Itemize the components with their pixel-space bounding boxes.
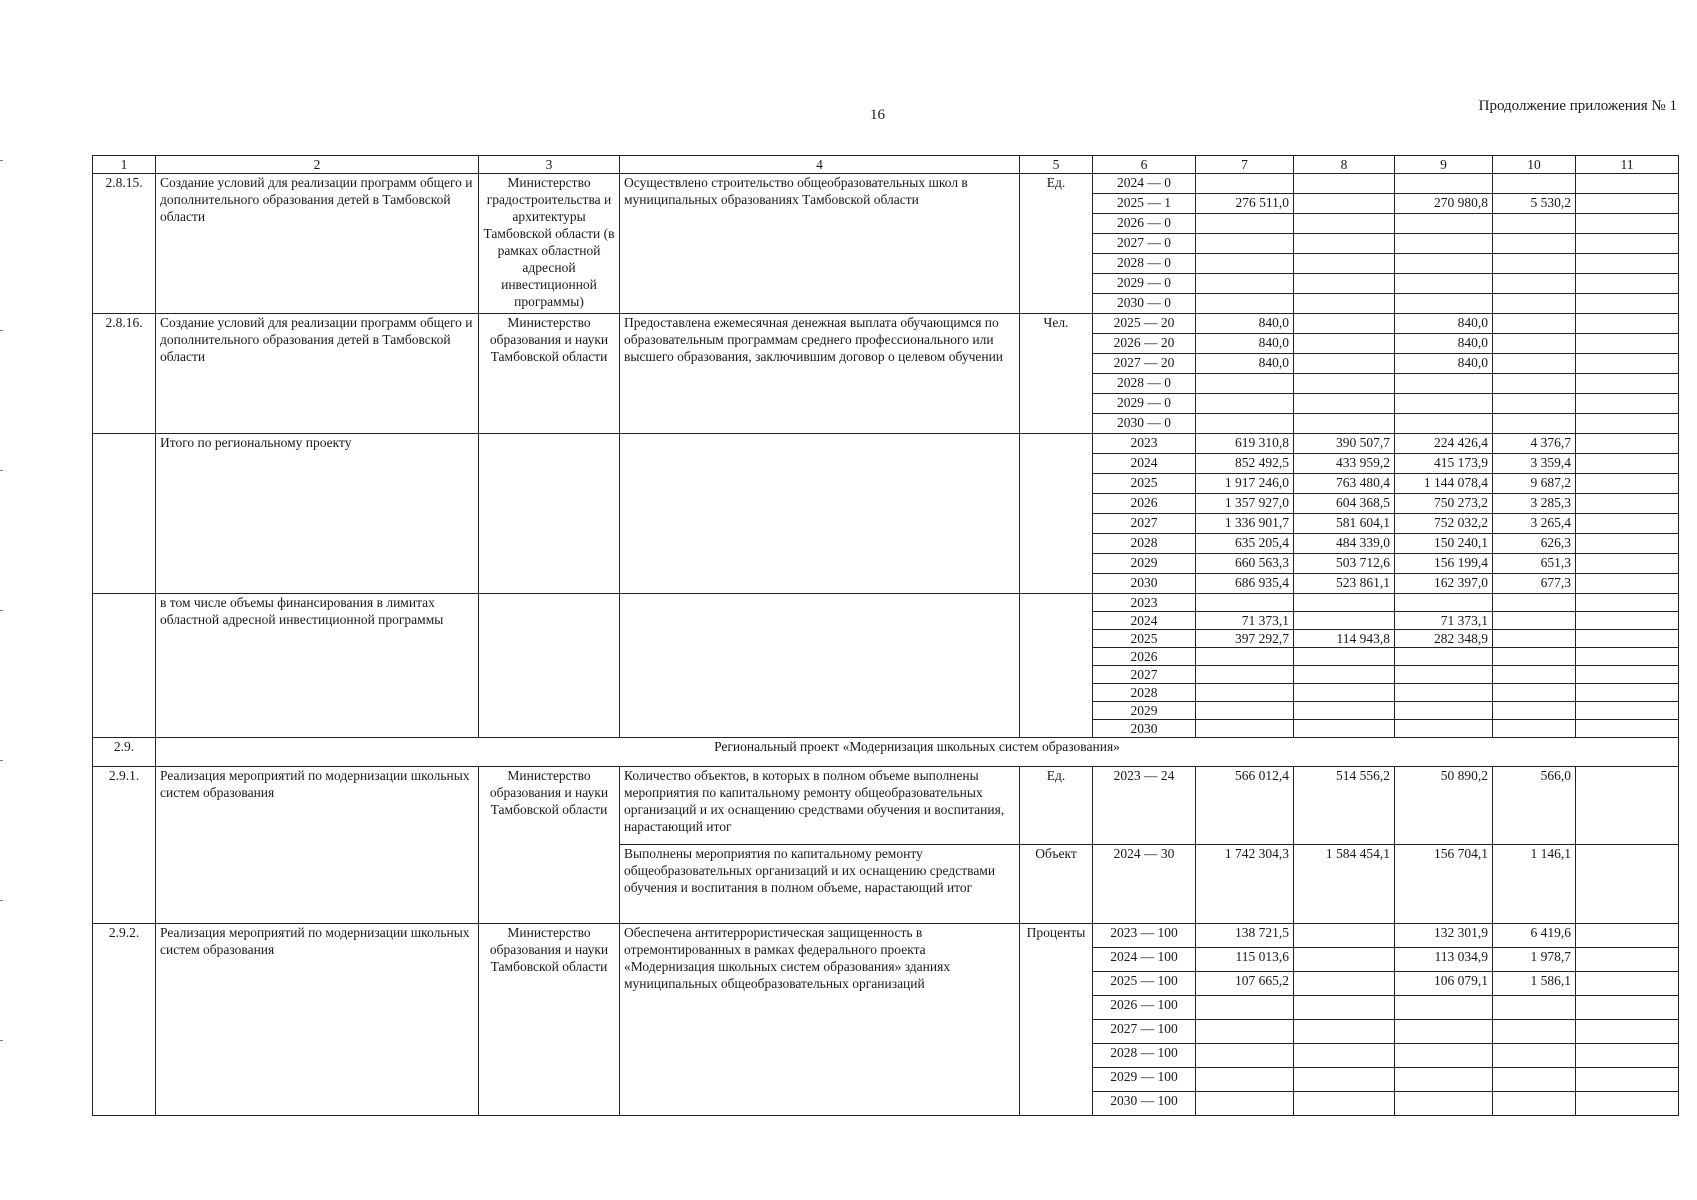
amount-regional-cell: [1395, 294, 1493, 314]
year-value-cell: 2029 — 100: [1093, 1068, 1196, 1092]
amount-local-cell: [1493, 374, 1576, 394]
amount-federal-cell: 523 861,1: [1294, 574, 1395, 594]
amount-federal-cell: [1294, 414, 1395, 434]
amount-total-cell: 397 292,7: [1196, 630, 1294, 648]
amount-other-cell: [1576, 666, 1679, 684]
amount-other-cell: [1576, 374, 1679, 394]
amount-federal-cell: [1294, 1068, 1395, 1092]
year-value-cell: 2028: [1093, 684, 1196, 702]
amount-total-cell: [1196, 1068, 1294, 1092]
amount-local-cell: [1493, 630, 1576, 648]
amount-regional-cell: 750 273,2: [1395, 494, 1493, 514]
amount-local-cell: 677,3: [1493, 574, 1576, 594]
item-result: [620, 434, 1020, 594]
amount-local-cell: 626,3: [1493, 534, 1576, 554]
amount-total-cell: [1196, 174, 1294, 194]
amount-regional-cell: [1395, 214, 1493, 234]
item-unit: Объект: [1020, 845, 1093, 924]
table-body: [93, 156, 1679, 1116]
amount-total-cell: 1 917 246,0: [1196, 474, 1294, 494]
amount-local-cell: [1493, 1020, 1576, 1044]
year-value-cell: 2027 — 100: [1093, 1020, 1196, 1044]
year-value-cell: 2029: [1093, 554, 1196, 574]
column-header: 4: [620, 156, 1020, 174]
amount-local-cell: [1493, 214, 1576, 234]
amount-local-cell: [1493, 1044, 1576, 1068]
amount-federal-cell: 1 584 454,1: [1294, 845, 1395, 924]
amount-local-cell: [1493, 702, 1576, 720]
amount-local-cell: 651,3: [1493, 554, 1576, 574]
amount-local-cell: [1493, 996, 1576, 1020]
amount-local-cell: 4 376,7: [1493, 434, 1576, 454]
amount-regional-cell: [1395, 394, 1493, 414]
section-row: [93, 738, 1679, 767]
amount-federal-cell: 581 604,1: [1294, 514, 1395, 534]
amount-regional-cell: 1 144 078,4: [1395, 474, 1493, 494]
amount-other-cell: [1576, 474, 1679, 494]
amount-federal-cell: [1294, 334, 1395, 354]
item-executor: Министерство образования и науки Тамбовской области: [479, 767, 620, 924]
amount-federal-cell: [1294, 394, 1395, 414]
amount-other-cell: [1576, 1044, 1679, 1068]
item-name: Реализация мероприятий по модернизации школьных систем образования: [156, 924, 479, 1116]
amount-local-cell: [1493, 1068, 1576, 1092]
amount-federal-cell: [1294, 1092, 1395, 1116]
amount-total-cell: [1196, 234, 1294, 254]
amount-regional-cell: [1395, 274, 1493, 294]
item-number: [93, 594, 156, 738]
amount-total-cell: 566 012,4: [1196, 767, 1294, 845]
amount-local-cell: 3 359,4: [1493, 454, 1576, 474]
amount-regional-cell: [1395, 666, 1493, 684]
column-header: 9: [1395, 156, 1493, 174]
item-number: [93, 434, 156, 594]
amount-total-cell: 1 742 304,3: [1196, 845, 1294, 924]
column-header: 6: [1093, 156, 1196, 174]
amount-other-cell: [1576, 972, 1679, 996]
amount-federal-cell: 763 480,4: [1294, 474, 1395, 494]
amount-federal-cell: [1294, 1044, 1395, 1068]
column-header: 8: [1294, 156, 1395, 174]
item-unit: Проценты: [1020, 924, 1093, 1116]
amount-total-cell: [1196, 1020, 1294, 1044]
amount-other-cell: [1576, 1092, 1679, 1116]
amount-other-cell: [1576, 684, 1679, 702]
year-value-cell: 2027: [1093, 666, 1196, 684]
amount-total-cell: 619 310,8: [1196, 434, 1294, 454]
amount-total-cell: 840,0: [1196, 334, 1294, 354]
amount-regional-cell: [1395, 1068, 1493, 1092]
amount-local-cell: [1493, 234, 1576, 254]
amount-regional-cell: [1395, 374, 1493, 394]
page-number: 16: [870, 107, 885, 123]
amount-total-cell: [1196, 294, 1294, 314]
amount-federal-cell: 433 959,2: [1294, 454, 1395, 474]
amount-other-cell: [1576, 594, 1679, 612]
amount-regional-cell: 156 199,4: [1395, 554, 1493, 574]
section-title: Региональный проект «Модернизация школьных систем образования»: [156, 738, 1679, 767]
amount-regional-cell: [1395, 648, 1493, 666]
amount-other-cell: [1576, 274, 1679, 294]
amount-other-cell: [1576, 648, 1679, 666]
amount-total-cell: 852 492,5: [1196, 454, 1294, 474]
item-result: Осуществлено строительство общеобразовательных школ в муниципальных образованиях Тамбовской области: [620, 174, 1020, 314]
amount-regional-cell: [1395, 174, 1493, 194]
amount-local-cell: [1493, 720, 1576, 738]
year-value-cell: 2030 — 100: [1093, 1092, 1196, 1116]
amount-other-cell: [1576, 334, 1679, 354]
amount-regional-cell: 132 301,9: [1395, 924, 1493, 948]
amount-federal-cell: [1294, 314, 1395, 334]
amount-other-cell: [1576, 534, 1679, 554]
table-row: [93, 314, 1679, 334]
year-value-cell: 2024 — 100: [1093, 948, 1196, 972]
column-header: 3: [479, 156, 620, 174]
amount-other-cell: [1576, 194, 1679, 214]
year-value-cell: 2023: [1093, 594, 1196, 612]
year-value-cell: 2027 — 20: [1093, 354, 1196, 374]
year-value-cell: 2025 — 20: [1093, 314, 1196, 334]
amount-regional-cell: [1395, 684, 1493, 702]
year-value-cell: 2030: [1093, 720, 1196, 738]
year-value-cell: 2025: [1093, 630, 1196, 648]
amount-total-cell: 1 357 927,0: [1196, 494, 1294, 514]
amount-local-cell: 6 419,6: [1493, 924, 1576, 948]
amount-other-cell: [1576, 702, 1679, 720]
year-value-cell: 2023 — 100: [1093, 924, 1196, 948]
amount-regional-cell: 840,0: [1395, 354, 1493, 374]
amount-regional-cell: 840,0: [1395, 314, 1493, 334]
year-value-cell: 2028 — 100: [1093, 1044, 1196, 1068]
amount-total-cell: [1196, 414, 1294, 434]
amount-federal-cell: [1294, 254, 1395, 274]
item-result: [620, 594, 1020, 738]
year-value-cell: 2030 — 0: [1093, 294, 1196, 314]
amount-other-cell: [1576, 214, 1679, 234]
amount-other-cell: [1576, 454, 1679, 474]
table-row: [93, 594, 1679, 612]
amount-local-cell: [1493, 274, 1576, 294]
amount-federal-cell: 514 556,2: [1294, 767, 1395, 845]
amount-other-cell: [1576, 414, 1679, 434]
column-header: 11: [1576, 156, 1679, 174]
year-value-cell: 2023: [1093, 434, 1196, 454]
scan-edge-marks: [0, 0, 6, 1200]
amount-federal-cell: [1294, 702, 1395, 720]
program-table: [92, 155, 1679, 1116]
amount-federal-cell: 484 339,0: [1294, 534, 1395, 554]
amount-total-cell: 840,0: [1196, 314, 1294, 334]
item-unit: [1020, 594, 1093, 738]
table-row: [93, 174, 1679, 194]
item-result: Количество объектов, в которых в полном объеме выполнены мероприятия по капитальному ремонту общеобразовательных организаций и их оснащению средствами обучения и воспитания, нарастающий итог: [620, 767, 1020, 845]
amount-federal-cell: 390 507,7: [1294, 434, 1395, 454]
amount-other-cell: [1576, 720, 1679, 738]
year-value-cell: 2026 — 100: [1093, 996, 1196, 1020]
amount-total-cell: [1196, 594, 1294, 612]
year-value-cell: 2024: [1093, 612, 1196, 630]
amount-total-cell: 660 563,3: [1196, 554, 1294, 574]
amount-total-cell: [1196, 996, 1294, 1020]
amount-other-cell: [1576, 294, 1679, 314]
appendix-continuation-label: Продолжение приложения № 1: [1478, 98, 1677, 114]
amount-regional-cell: [1395, 996, 1493, 1020]
amount-regional-cell: 224 426,4: [1395, 434, 1493, 454]
item-name: Создание условий для реализации программ общего и дополнительного образования детей в Тамбовской области: [156, 174, 479, 314]
amount-federal-cell: [1294, 972, 1395, 996]
amount-total-cell: [1196, 666, 1294, 684]
amount-federal-cell: [1294, 948, 1395, 972]
year-value-cell: 2027 — 0: [1093, 234, 1196, 254]
year-value-cell: 2029 — 0: [1093, 274, 1196, 294]
amount-federal-cell: [1294, 354, 1395, 374]
item-name: Реализация мероприятий по модернизации школьных систем образования: [156, 767, 479, 924]
amount-total-cell: 276 511,0: [1196, 194, 1294, 214]
amount-regional-cell: 282 348,9: [1395, 630, 1493, 648]
amount-federal-cell: [1294, 1020, 1395, 1044]
amount-federal-cell: [1294, 684, 1395, 702]
amount-local-cell: [1493, 612, 1576, 630]
amount-total-cell: [1196, 274, 1294, 294]
amount-other-cell: [1576, 434, 1679, 454]
amount-regional-cell: [1395, 594, 1493, 612]
column-header: 2: [156, 156, 479, 174]
summary-label: в том числе объемы финансирования в лимитах областной адресной инвестиционной программы: [156, 594, 479, 738]
amount-federal-cell: [1294, 594, 1395, 612]
amount-other-cell: [1576, 630, 1679, 648]
amount-other-cell: [1576, 996, 1679, 1020]
amount-other-cell: [1576, 612, 1679, 630]
amount-other-cell: [1576, 574, 1679, 594]
amount-federal-cell: [1294, 924, 1395, 948]
amount-federal-cell: [1294, 720, 1395, 738]
amount-other-cell: [1576, 234, 1679, 254]
amount-total-cell: [1196, 374, 1294, 394]
amount-local-cell: 3 285,3: [1493, 494, 1576, 514]
amount-regional-cell: 50 890,2: [1395, 767, 1493, 845]
amount-other-cell: [1576, 1068, 1679, 1092]
amount-local-cell: [1493, 594, 1576, 612]
amount-local-cell: [1493, 294, 1576, 314]
column-header: 5: [1020, 156, 1093, 174]
amount-regional-cell: 752 032,2: [1395, 514, 1493, 534]
amount-other-cell: [1576, 845, 1679, 924]
amount-local-cell: 1 146,1: [1493, 845, 1576, 924]
amount-federal-cell: [1294, 374, 1395, 394]
amount-total-cell: [1196, 702, 1294, 720]
item-executor: Министерство образования и науки Тамбовской области: [479, 924, 620, 1116]
amount-federal-cell: [1294, 648, 1395, 666]
amount-other-cell: [1576, 554, 1679, 574]
year-value-cell: 2024 — 30: [1093, 845, 1196, 924]
item-number: 2.8.15.: [93, 174, 156, 314]
amount-other-cell: [1576, 314, 1679, 334]
amount-local-cell: [1493, 648, 1576, 666]
amount-other-cell: [1576, 948, 1679, 972]
year-value-cell: 2028: [1093, 534, 1196, 554]
amount-total-cell: 840,0: [1196, 354, 1294, 374]
amount-federal-cell: [1294, 274, 1395, 294]
amount-federal-cell: [1294, 174, 1395, 194]
year-value-cell: 2028 — 0: [1093, 374, 1196, 394]
item-unit: Ед.: [1020, 767, 1093, 845]
item-executor: Министерство образования и науки Тамбовской области: [479, 314, 620, 434]
amount-local-cell: 9 687,2: [1493, 474, 1576, 494]
amount-regional-cell: 415 173,9: [1395, 454, 1493, 474]
amount-other-cell: [1576, 1020, 1679, 1044]
item-number: 2.9.1.: [93, 767, 156, 924]
year-value-cell: 2029 — 0: [1093, 394, 1196, 414]
item-unit: Ед.: [1020, 174, 1093, 314]
amount-regional-cell: [1395, 254, 1493, 274]
amount-total-cell: 635 205,4: [1196, 534, 1294, 554]
amount-total-cell: [1196, 684, 1294, 702]
amount-regional-cell: 840,0: [1395, 334, 1493, 354]
amount-local-cell: 566,0: [1493, 767, 1576, 845]
amount-local-cell: [1493, 254, 1576, 274]
amount-regional-cell: [1395, 1020, 1493, 1044]
item-result: Выполнены мероприятия по капитальному ремонту общеобразовательных организаций и их оснащению средствами обучения и воспитания в полном объеме, нарастающий итог: [620, 845, 1020, 924]
amount-federal-cell: [1294, 996, 1395, 1020]
amount-regional-cell: [1395, 1092, 1493, 1116]
year-value-cell: 2026: [1093, 494, 1196, 514]
amount-federal-cell: 503 712,6: [1294, 554, 1395, 574]
amount-local-cell: [1493, 666, 1576, 684]
amount-other-cell: [1576, 354, 1679, 374]
amount-total-cell: [1196, 720, 1294, 738]
item-executor: Министерство градостроительства и архитектуры Тамбовской области (в рамках областной адресной инвестиционной программы): [479, 174, 620, 314]
amount-regional-cell: [1395, 234, 1493, 254]
amount-regional-cell: [1395, 1044, 1493, 1068]
amount-regional-cell: 106 079,1: [1395, 972, 1493, 996]
amount-federal-cell: 114 943,8: [1294, 630, 1395, 648]
column-header: 10: [1493, 156, 1576, 174]
amount-total-cell: [1196, 648, 1294, 666]
amount-regional-cell: 113 034,9: [1395, 948, 1493, 972]
amount-total-cell: 107 665,2: [1196, 972, 1294, 996]
year-value-cell: 2027: [1093, 514, 1196, 534]
year-value-cell: 2025: [1093, 474, 1196, 494]
item-name: Создание условий для реализации программ общего и дополнительного образования детей в Тамбовской области: [156, 314, 479, 434]
item-unit: Чел.: [1020, 314, 1093, 434]
item-unit: [1020, 434, 1093, 594]
amount-local-cell: [1493, 394, 1576, 414]
amount-federal-cell: [1294, 214, 1395, 234]
amount-local-cell: 3 265,4: [1493, 514, 1576, 534]
amount-total-cell: 686 935,4: [1196, 574, 1294, 594]
amount-total-cell: [1196, 1092, 1294, 1116]
amount-total-cell: [1196, 214, 1294, 234]
amount-federal-cell: [1294, 294, 1395, 314]
year-value-cell: 2026 — 0: [1093, 214, 1196, 234]
item-executor: [479, 594, 620, 738]
amount-total-cell: 138 721,5: [1196, 924, 1294, 948]
amount-other-cell: [1576, 494, 1679, 514]
year-value-cell: 2026: [1093, 648, 1196, 666]
item-executor: [479, 434, 620, 594]
column-header: 1: [93, 156, 156, 174]
amount-other-cell: [1576, 767, 1679, 845]
year-value-cell: 2025 — 100: [1093, 972, 1196, 996]
amount-total-cell: [1196, 1044, 1294, 1068]
amount-other-cell: [1576, 924, 1679, 948]
amount-local-cell: 5 530,2: [1493, 194, 1576, 214]
year-value-cell: 2026 — 20: [1093, 334, 1196, 354]
amount-total-cell: 115 013,6: [1196, 948, 1294, 972]
amount-local-cell: [1493, 1092, 1576, 1116]
amount-local-cell: [1493, 684, 1576, 702]
amount-federal-cell: [1294, 234, 1395, 254]
amount-local-cell: 1 586,1: [1493, 972, 1576, 996]
item-result: Обеспечена антитеррористическая защищенность в отремонтированных в рамках федерального проекта «Модернизация школьных систем образования» зданиях муниципальных общеобразовательных организаций: [620, 924, 1020, 1116]
year-value-cell: 2025 — 1: [1093, 194, 1196, 214]
item-number: 2.8.16.: [93, 314, 156, 434]
amount-local-cell: [1493, 334, 1576, 354]
table-row: [93, 434, 1679, 454]
table-row: [93, 924, 1679, 948]
year-value-cell: 2024 — 0: [1093, 174, 1196, 194]
amount-regional-cell: [1395, 702, 1493, 720]
amount-regional-cell: [1395, 720, 1493, 738]
year-value-cell: 2030: [1093, 574, 1196, 594]
year-value-cell: 2029: [1093, 702, 1196, 720]
amount-other-cell: [1576, 514, 1679, 534]
amount-federal-cell: [1294, 194, 1395, 214]
amount-federal-cell: 604 368,5: [1294, 494, 1395, 514]
summary-label: Итого по региональному проекту: [156, 434, 479, 594]
amount-regional-cell: [1395, 414, 1493, 434]
amount-total-cell: [1196, 394, 1294, 414]
amount-local-cell: [1493, 354, 1576, 374]
amount-federal-cell: [1294, 612, 1395, 630]
item-number: 2.9.2.: [93, 924, 156, 1116]
column-header: 7: [1196, 156, 1294, 174]
amount-regional-cell: 71 373,1: [1395, 612, 1493, 630]
year-value-cell: 2023 — 24: [1093, 767, 1196, 845]
amount-local-cell: [1493, 174, 1576, 194]
amount-regional-cell: 150 240,1: [1395, 534, 1493, 554]
amount-regional-cell: 270 980,8: [1395, 194, 1493, 214]
amount-total-cell: [1196, 254, 1294, 274]
amount-other-cell: [1576, 254, 1679, 274]
amount-total-cell: 71 373,1: [1196, 612, 1294, 630]
section-number: 2.9.: [93, 738, 156, 767]
item-result: Предоставлена ежемесячная денежная выплата обучающимся по образовательным программам среднего профессионального или высшего образования, заключившим договор о целевом обучении: [620, 314, 1020, 434]
amount-other-cell: [1576, 394, 1679, 414]
amount-local-cell: [1493, 314, 1576, 334]
column-number-row: [93, 156, 1679, 174]
year-value-cell: 2024: [1093, 454, 1196, 474]
amount-total-cell: 1 336 901,7: [1196, 514, 1294, 534]
amount-federal-cell: [1294, 666, 1395, 684]
year-value-cell: 2030 — 0: [1093, 414, 1196, 434]
amount-regional-cell: 162 397,0: [1395, 574, 1493, 594]
table-row: [93, 767, 1679, 845]
year-value-cell: 2028 — 0: [1093, 254, 1196, 274]
amount-local-cell: [1493, 414, 1576, 434]
amount-local-cell: 1 978,7: [1493, 948, 1576, 972]
amount-regional-cell: 156 704,1: [1395, 845, 1493, 924]
amount-other-cell: [1576, 174, 1679, 194]
